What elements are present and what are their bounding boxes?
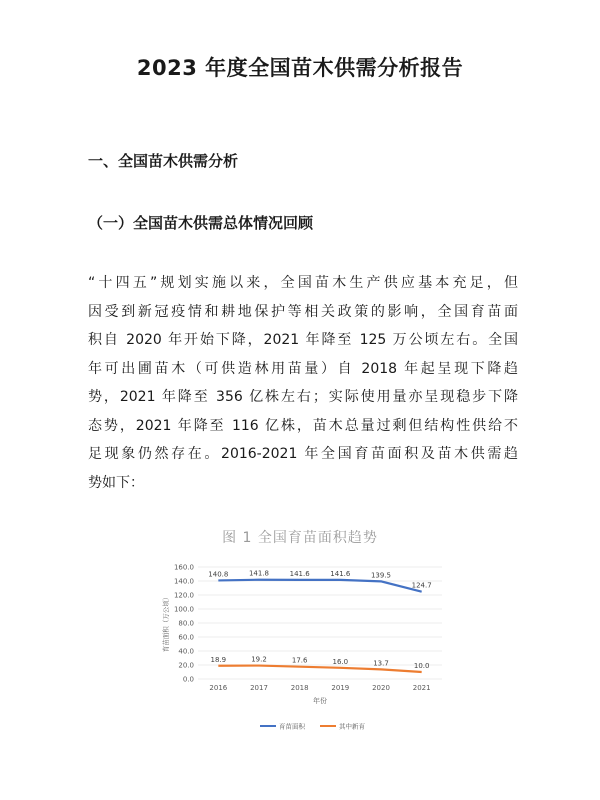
data-label: 141.6 — [330, 569, 351, 578]
y-tick-label: 100.0 — [173, 605, 194, 614]
data-label: 141.6 — [289, 569, 310, 578]
figure-title: 图 1 全国育苗面积趋势 — [222, 530, 378, 546]
document-title: 2023 年度全国苗木供需分析报告 — [136, 56, 464, 80]
x-tick-label: 2016 — [209, 684, 228, 692]
data-label: 141.8 — [248, 569, 270, 578]
x-tick-label: 2018 — [290, 684, 309, 692]
data-label: 124.7 — [411, 581, 432, 590]
y-tick-label: 0.0 — [182, 675, 194, 684]
data-label: 17.6 — [291, 656, 308, 665]
y-tick-label: 20.0 — [178, 661, 194, 670]
x-tick-label: 2021 — [412, 684, 431, 692]
paragraph-line: 态势，2021 年降至 116 亿株，苗木总量过剩但结构性供给不 — [88, 417, 518, 434]
legend-label: 其中新育 — [339, 722, 365, 731]
legend-label: 育苗面积 — [279, 722, 305, 731]
y-tick-label: 80.0 — [178, 619, 194, 628]
y-tick-label: 60.0 — [178, 633, 194, 642]
data-label: 16.0 — [332, 657, 349, 666]
body-paragraph — [88, 269, 518, 497]
data-label: 18.9 — [210, 655, 227, 664]
subsection-heading: （一）全国苗木供需总体情况回顾 — [88, 214, 314, 232]
paragraph-line: 积自 2020 年开始下降，2021 年降至 125 万公顷左右。全国 — [88, 332, 518, 348]
series-line-1 — [218, 580, 421, 592]
data-label: 140.8 — [208, 570, 229, 579]
x-axis-title: 年份 — [313, 697, 327, 705]
data-label: 13.7 — [373, 659, 389, 668]
data-label: 139.5 — [370, 571, 392, 580]
paragraph-line: 势，2021 年降至 356 亿株左右；实际使用量亦呈现稳步下降 — [88, 389, 518, 405]
paragraph-line: “十四五”规划实施以来，全国苗木生产供应基本充足，但 — [88, 275, 518, 291]
y-axis-title: 育苗面积（万公顷） — [162, 593, 170, 653]
y-tick-label: 40.0 — [178, 647, 194, 656]
section-heading: 一、全国苗木供需分析 — [88, 152, 239, 170]
paragraph-line: 势如下： — [88, 474, 144, 491]
paragraph-line: 足现象仍然存在。2016-2021 年全国育苗面积及苗木供需趋 — [88, 446, 518, 462]
data-label: 10.0 — [413, 662, 430, 670]
data-label: 19.2 — [251, 655, 267, 664]
y-tick-label: 140.0 — [173, 577, 194, 586]
y-tick-label: 160.0 — [173, 563, 194, 572]
area-trend-chart — [150, 550, 450, 750]
paragraph-line: 因受到新冠疫情和耕地保护等相关政策的影响，全国育苗面 — [88, 303, 518, 320]
y-tick-label: 120.0 — [173, 591, 194, 600]
x-tick-label: 2020 — [372, 684, 390, 692]
series-line-2 — [218, 666, 421, 672]
paragraph-line: 年可出圃苗木（可供造林用苗量）自 2018 年起呈现下降趋 — [88, 360, 518, 377]
x-tick-label: 2019 — [331, 684, 350, 692]
x-tick-label: 2017 — [250, 684, 268, 692]
